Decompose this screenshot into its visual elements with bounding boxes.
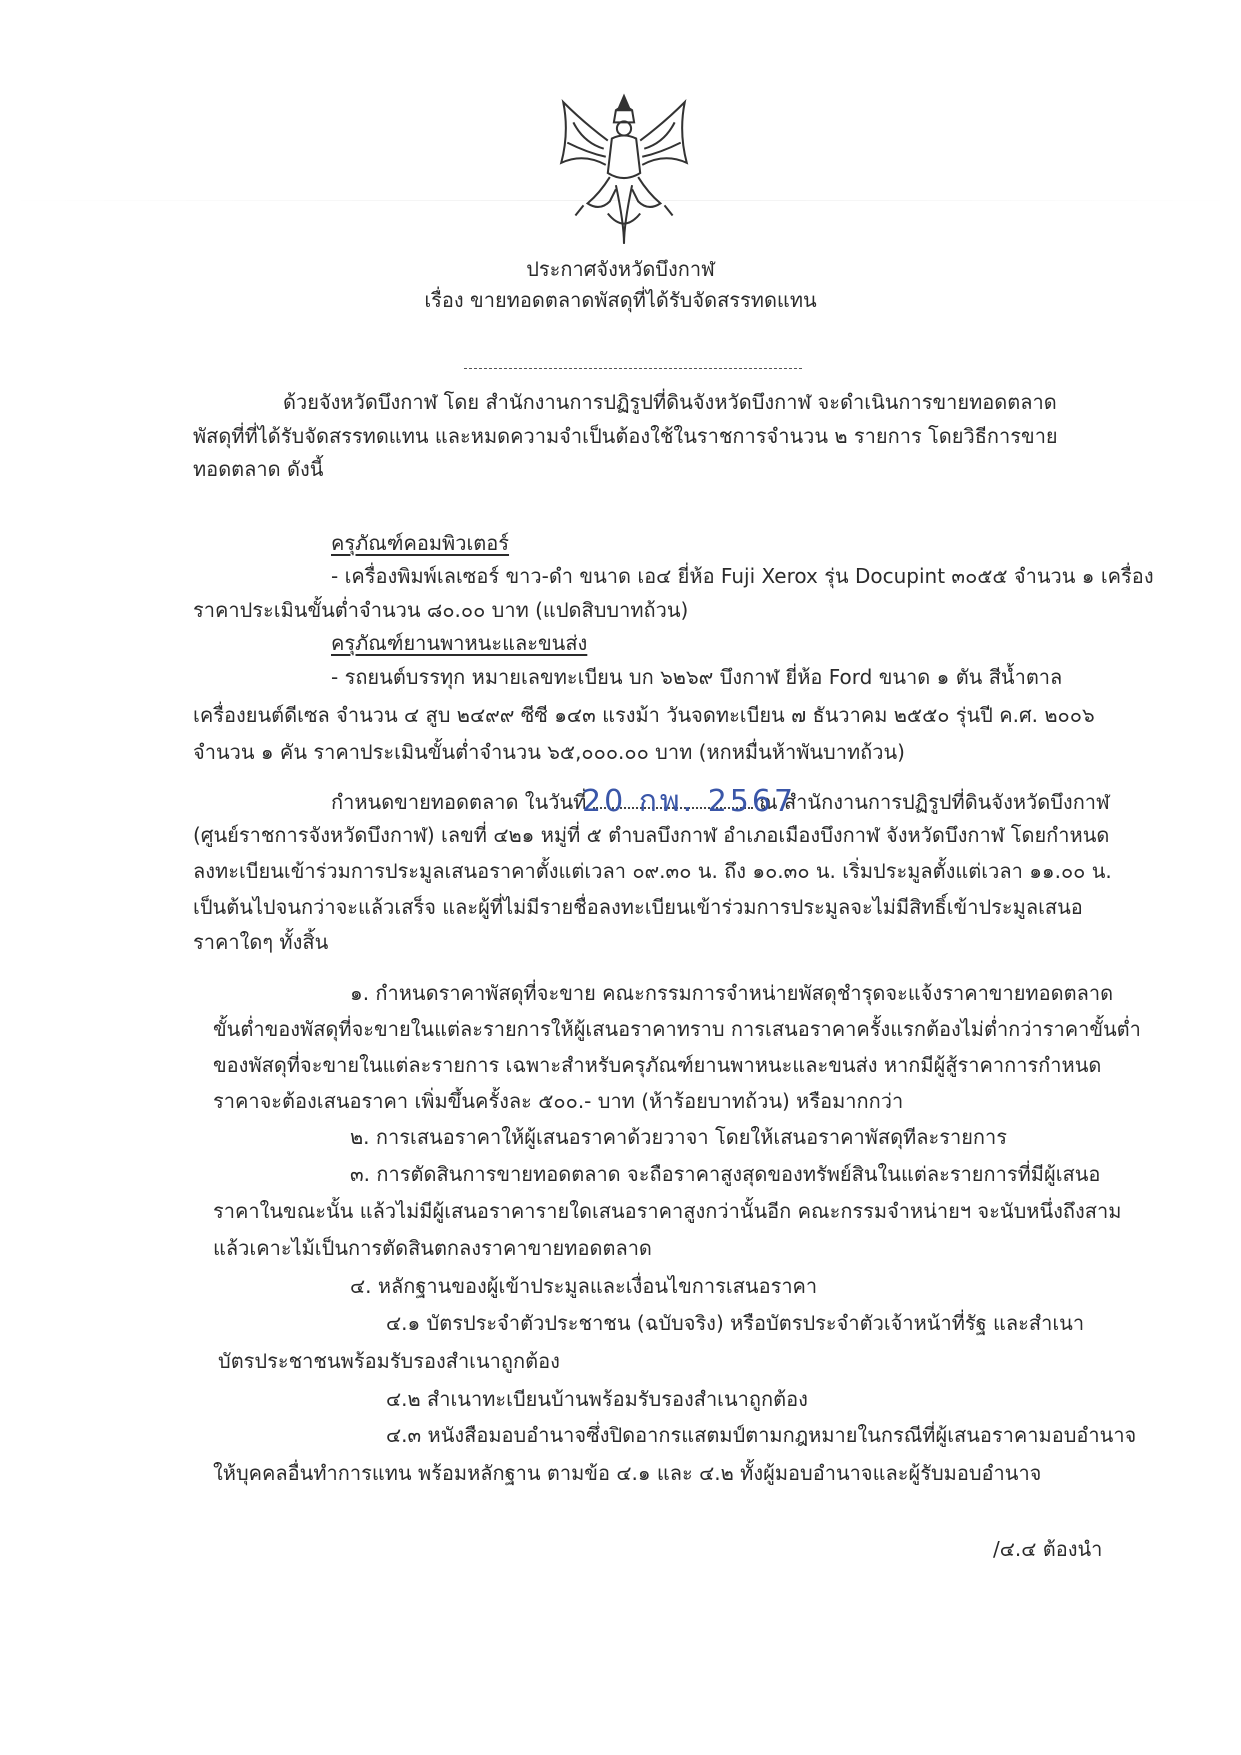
rule-line: ๓. การตัดสินการขายทอดตลาด จะถือราคาสูงสุดของทรัพย์สินในแต่ละรายการที่มีผู้เสนอ (350, 1162, 1101, 1186)
handwritten-date: 20 กพ. 2567 (582, 784, 797, 819)
schedule-suffix: ณ สำนักงานการปฏิรูปที่ดินจังหวัดบึงกาฬ (759, 790, 1110, 814)
rule-line: ของพัสดุที่จะขายในแต่ละรายการ เฉพาะสำหรับครุภัณฑ์ยานพาหนะและขนส่ง หากมีผู้สู้ราคาการกำหนด (213, 1053, 1102, 1077)
category-heading: ครุภัณฑ์ยานพาหนะและขนส่ง (331, 631, 588, 655)
paragraph-line: พัสดุที่ที่ได้รับจัดสรรทดแทน และหมดความจำเป็นต้องใช้ในราชการจำนวน ๒ รายการ โดยวิธีการขาย (193, 424, 1058, 448)
rule-line: ๑. กำหนดราคาพัสดุที่จะขาย คณะกรรมการจำหน่ายพัสดุชำรุดจะแจ้งราคาขายทอดตลาด (350, 981, 1114, 1005)
garuda-emblem-icon (543, 92, 705, 254)
item-line: - รถยนต์บรรทุก หมายเลขทะเบียน บก ๖๒๖๙ บึงกาฬ ยี่ห้อ Ford ขนาด ๑ ตัน สีน้ำตาล (331, 665, 1063, 689)
title-divider (464, 368, 802, 369)
paragraph-line: ทอดตลาด ดังนี้ (193, 457, 324, 481)
schedule-line: ลงทะเบียนเข้าร่วมการประมูลเสนอราคาตั้งแต่เวลา ๐๙.๓๐ น. ถึง ๑๐.๓๐ น. เริ่มประมูลตั้งแต่เวลา ๑๑.๐๐ น. (193, 859, 1112, 883)
rule-line: แล้วเคาะไม้เป็นการตัดสินตกลงราคาขายทอดตลาด (213, 1236, 652, 1260)
rule-line: ๔.๑ บัตรประจำตัวประชาชน (ฉบับจริง) หรือบัตรประจำตัวเจ้าหน้าที่รัฐ และสำเนา (386, 1311, 1085, 1335)
schedule-line: เป็นต้นไปจนกว่าจะแล้วเสร็จ และผู้ที่ไม่มีรายชื่อลงทะเบียนเข้าร่วมการประมูลจะไม่มีสิทธิ์เข้าประมูลเสนอ (193, 895, 1083, 919)
rule-line: ขั้นต่ำของพัสดุที่จะขายในแต่ละรายการให้ผู้เสนอราคาทราบ การเสนอราคาครั้งแรกต้องไม่ต่ำกว่าราคาขั้นต่ำ (213, 1017, 1141, 1041)
item-line: จำนวน ๑ คัน ราคาประเมินขั้นต่ำจำนวน ๖๕,๐๐๐.๐๐ บาท (หกหมื่นห้าพันบาทถ้วน) (193, 740, 905, 764)
item-line: เครื่องยนต์ดีเซล จำนวน ๔ สูบ ๒๔๙๙ ซีซี ๑๔๓ แรงม้า วันจดทะเบียน ๗ ธันวาคม ๒๕๕๐ รุ่นปี ค.ศ. ๒๐๐๖ (193, 703, 1095, 727)
rule-line: ให้บุคคลอื่นทำการแทน พร้อมหลักฐาน ตามข้อ ๔.๑ และ ๔.๒ ทั้งผู้มอบอำนาจและผู้รับมอบอำนาจ (213, 1461, 1042, 1485)
rule-line: ๔.๒ สำเนาทะเบียนบ้านพร้อมรับรองสำเนาถูกต้อง (386, 1387, 808, 1411)
rule-line: ๒. การเสนอราคาให้ผู้เสนอราคาด้วยวาจา โดยให้เสนอราคาพัสดุทีละรายการ (350, 1125, 1008, 1149)
announcement-title: ประกาศจังหวัดบึงกาฬ (526, 257, 715, 281)
rule-line: ราคาในขณะนั้น แล้วไม่มีผู้เสนอราคารายใดเสนอราคาสูงกว่านั้นอีก คณะกรรมจำหน่ายฯ จะนับหนึ่งถึงสาม (213, 1199, 1122, 1223)
rule-line: ๔.๓ หนังสือมอบอำนาจซึ่งปิดอากรแสตมป์ตามกฎหมายในกรณีที่ผู้เสนอราคามอบอำนาจ (386, 1423, 1137, 1447)
item-line: ราคาประเมินขั้นต่ำจำนวน ๘๐.๐๐ บาท (แปดสิบบาทถ้วน) (193, 598, 689, 622)
rule-line: ราคาจะต้องเสนอราคา เพิ่มขึ้นครั้งละ ๕๐๐.- บาท (ห้าร้อยบาทถ้วน) หรือมากกว่า (213, 1089, 904, 1113)
paragraph-line: ด้วยจังหวัดบึงกาฬ โดย สำนักงานการปฏิรูปที่ดินจังหวัดบึงกาฬ จะดำเนินการขายทอดตลาด (283, 390, 1057, 414)
category-heading: ครุภัณฑ์คอมพิวเตอร์ (331, 531, 510, 555)
rule-line: ๔. หลักฐานของผู้เข้าประมูลและเงื่อนไขการเสนอราคา (350, 1274, 818, 1298)
continued-marker: /๔.๔ ต้องนำ (993, 1537, 1103, 1561)
schedule-prefix: กำหนดขายทอดตลาด ในวันที่ (331, 790, 587, 814)
announcement-subject: เรื่อง ขายทอดตลาดพัสดุที่ได้รับจัดสรรทดแทน (424, 288, 817, 312)
schedule-line: ราคาใดๆ ทั้งสิ้น (193, 930, 329, 954)
item-line: - เครื่องพิมพ์เลเซอร์ ขาว-ดำ ขนาด เอ๔ ยี่ห้อ Fuji Xerox รุ่น Docupint ๓๐๕๕ จำนวน ๑ เครื่อง (331, 564, 1154, 588)
schedule-line: (ศูนย์ราชการจังหวัดบึงกาฬ) เลขที่ ๔๒๑ หมู่ที่ ๕ ตำบลบึงกาฬ อำเภอเมืองบึงกาฬ จังหวัดบึงกาฬ โดยกำหนด (193, 823, 1110, 847)
rule-line: บัตรประชาชนพร้อมรับรองสำเนาถูกต้อง (218, 1349, 560, 1373)
